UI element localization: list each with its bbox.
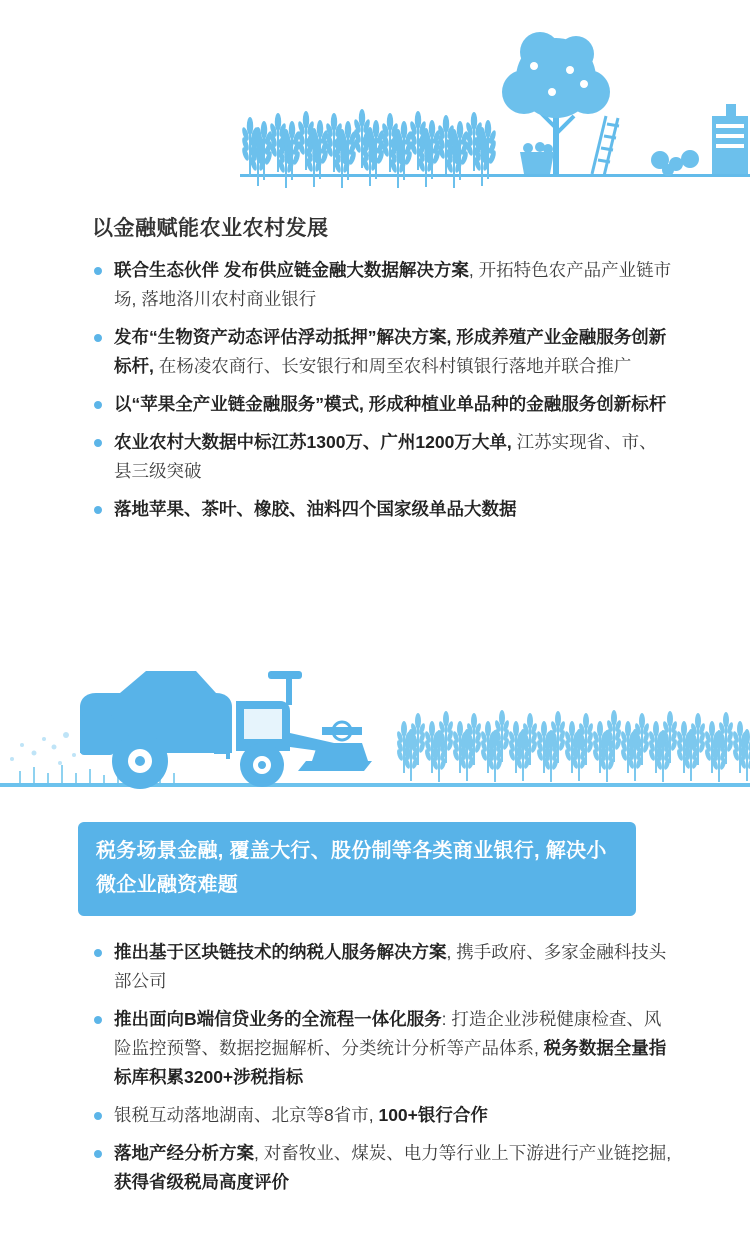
- list-item: [92, 1005, 678, 1092]
- wheat-field-tree-orchard-illustration: [0, 0, 750, 195]
- list-item-text: , 开拓特色农产品产业链市场, 落地洛川农村商业银行: [114, 260, 672, 309]
- list-item: [92, 390, 672, 419]
- list-item-text: 联合生态伙伴: [114, 260, 219, 280]
- list-item-text: , 携手政府、多家金融科技头部公司: [114, 942, 667, 991]
- section-one-title: 以金融赋能农业农村发展: [92, 217, 329, 240]
- list-item: [92, 323, 672, 381]
- list-item: [92, 256, 672, 314]
- list-item: [92, 495, 672, 524]
- list-item-text: 获得省级税局高度评价: [114, 1172, 289, 1192]
- list-item: [92, 1139, 678, 1197]
- list-item-text: 以“苹果全产业链金融服务”模式, 形成种植业单品种的金融服务创新标杆: [114, 394, 667, 414]
- list-item-text: 税务数据全量指标库积累3200+涉税指标: [114, 1038, 667, 1087]
- list-item-text: , 对畜牧业、煤炭、电力等行业上下游进行产业链挖掘,: [254, 1143, 672, 1163]
- section-two-bullet-list: [92, 938, 678, 1197]
- list-item-text: 农业农村大数据中标江苏1300万、广州1200万大单,: [114, 432, 512, 452]
- list-item-text: 发布“生物资产动态评估浮动抵押”解决方案, 形成养殖产业金融服务创新标杆,: [114, 327, 667, 376]
- list-item: [92, 938, 678, 996]
- list-item-text: 江苏实现省、市、县三级突破: [114, 432, 657, 481]
- list-item-text: 落地产经分析方案: [114, 1143, 254, 1163]
- list-item-text: 100+银行合作: [378, 1105, 488, 1125]
- list-item-text: 推出基于区块链技术的纳税人服务解决方案: [114, 942, 447, 962]
- list-item: [92, 428, 672, 486]
- section-one-bullet-list: [92, 256, 672, 524]
- section-two-banner: 税务场景金融, 覆盖大行、股份制等各类商业银行, 解决小微企业融资难题: [78, 822, 636, 916]
- section-finance-empowering-agriculture: [92, 212, 672, 533]
- list-item: [92, 1101, 678, 1130]
- list-item-text: : 打造企业涉税健康检查、风险监控预警、数据挖掘解析、分类统计分析等产品体系,: [114, 1009, 662, 1058]
- list-item-text: 发布供应链金融大数据解决方案: [223, 260, 469, 280]
- combine-harvester-in-wheat-field-illustration: [0, 615, 750, 795]
- list-item-text: 推出面向B端信贷业务的全流程一体化服务: [114, 1009, 442, 1029]
- list-item-text: 银税互动落地湖南、北京等8省市,: [114, 1105, 379, 1125]
- list-item-text: 在杨凌农商行、长安银行和周至农科村镇银行落地并联合推广: [153, 356, 632, 376]
- section-tax-scenario-finance: [78, 822, 678, 1206]
- list-item-text: 落地苹果、茶叶、橡胶、油料四个国家级单品大数据: [114, 499, 517, 519]
